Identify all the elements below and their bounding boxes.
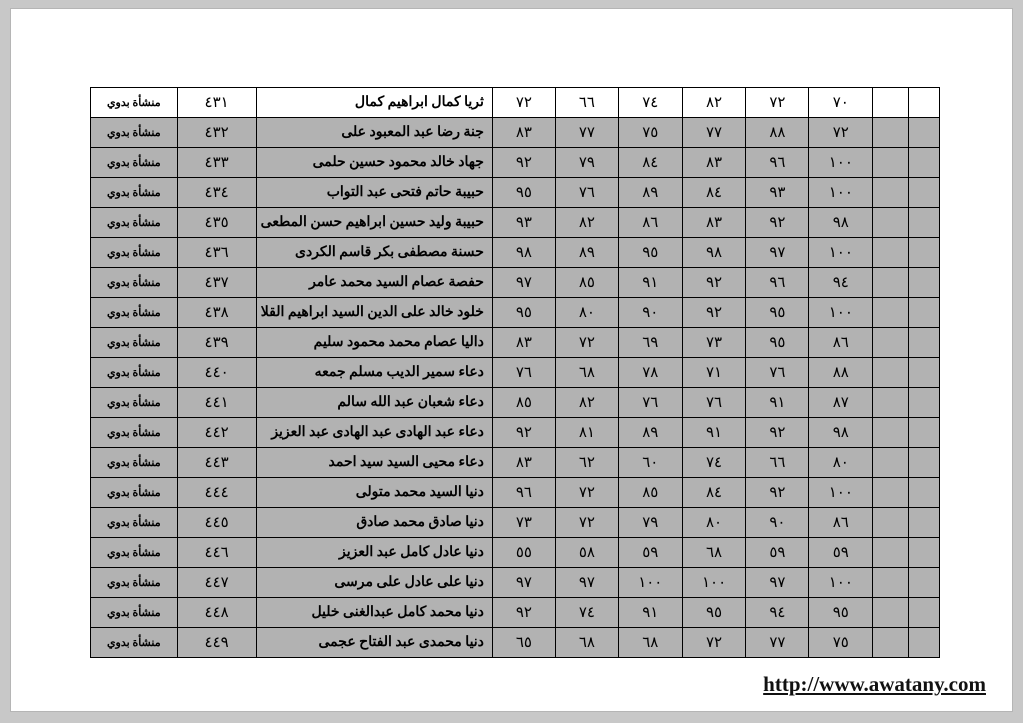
- cell-score: ٧٦: [618, 388, 682, 418]
- cell-score: ٩٦: [492, 478, 555, 508]
- cell-blank-1: [909, 298, 940, 328]
- cell-score: ٩٢: [492, 598, 555, 628]
- cell-school: منشأة بدوي: [91, 478, 178, 508]
- cell-blank-1: [909, 358, 940, 388]
- cell-score: ٨٢: [682, 88, 746, 118]
- cell-score: ٩١: [618, 598, 682, 628]
- cell-school: منشأة بدوي: [91, 418, 178, 448]
- table-row: [91, 568, 940, 598]
- cell-blank-2: [873, 208, 909, 238]
- cell-blank-2: [873, 118, 909, 148]
- cell-score: ٨٣: [682, 208, 746, 238]
- cell-score: ٨٠: [555, 298, 618, 328]
- cell-student-name: دنيا محمدى عبد الفتاح عجمى: [256, 628, 492, 658]
- cell-blank-2: [873, 238, 909, 268]
- cell-score: ٩٥: [746, 298, 809, 328]
- cell-seat-number: ٤٣٩: [177, 328, 256, 358]
- table-row: [91, 328, 940, 358]
- cell-blank-2: [873, 268, 909, 298]
- cell-student-name: حبيبة حاتم فتحى عبد التواب: [256, 178, 492, 208]
- cell-score: ٧٩: [618, 508, 682, 538]
- table-row: [91, 508, 940, 538]
- cell-school: منشأة بدوي: [91, 148, 178, 178]
- cell-student-name: دنيا السيد محمد متولى: [256, 478, 492, 508]
- cell-score: ١٠٠: [809, 148, 873, 178]
- cell-score: ١٠٠: [809, 298, 873, 328]
- cell-score: ٩٨: [809, 208, 873, 238]
- cell-blank-2: [873, 178, 909, 208]
- cell-score: ٨٣: [492, 118, 555, 148]
- cell-score: ٩١: [746, 388, 809, 418]
- table-row: [91, 298, 940, 328]
- cell-seat-number: ٤٤١: [177, 388, 256, 418]
- cell-score: ٨٠: [682, 508, 746, 538]
- cell-score: ٨٩: [618, 178, 682, 208]
- cell-blank-2: [873, 148, 909, 178]
- cell-score: ٩٣: [492, 208, 555, 238]
- cell-score: ٦٩: [618, 328, 682, 358]
- cell-score: ٨٣: [492, 328, 555, 358]
- cell-score: ١٠٠: [809, 478, 873, 508]
- cell-score: ٦٥: [492, 628, 555, 658]
- cell-score: ٦٦: [555, 88, 618, 118]
- cell-score: ٩٨: [809, 418, 873, 448]
- cell-blank-2: [873, 538, 909, 568]
- table-row: [91, 148, 940, 178]
- cell-score: ٨٥: [618, 478, 682, 508]
- cell-blank-1: [909, 628, 940, 658]
- document-page: [11, 9, 1012, 711]
- cell-school: منشأة بدوي: [91, 178, 178, 208]
- cell-school: منشأة بدوي: [91, 358, 178, 388]
- cell-blank-1: [909, 598, 940, 628]
- cell-blank-1: [909, 238, 940, 268]
- cell-score: ٦٦: [746, 448, 809, 478]
- cell-score: ٨٥: [492, 388, 555, 418]
- cell-score: ٧٧: [682, 118, 746, 148]
- cell-score: ١٠٠: [682, 568, 746, 598]
- cell-blank-1: [909, 178, 940, 208]
- cell-seat-number: ٤٤٤: [177, 478, 256, 508]
- cell-blank-2: [873, 448, 909, 478]
- cell-student-name: حسنة مصطفى بكر قاسم الكردى: [256, 238, 492, 268]
- cell-score: ٨٤: [618, 148, 682, 178]
- cell-seat-number: ٤٣٢: [177, 118, 256, 148]
- cell-score: ٧٥: [618, 118, 682, 148]
- cell-score: ٧١: [682, 358, 746, 388]
- cell-score: ٥٩: [618, 538, 682, 568]
- cell-score: ٧٦: [682, 388, 746, 418]
- cell-score: ٩٥: [809, 598, 873, 628]
- cell-score: ٨٢: [555, 208, 618, 238]
- cell-score: ٩٧: [555, 568, 618, 598]
- cell-blank-1: [909, 568, 940, 598]
- results-table-container: [90, 87, 940, 658]
- table-row: [91, 388, 940, 418]
- table-row: [91, 478, 940, 508]
- table-body: [91, 88, 940, 658]
- table-row: [91, 238, 940, 268]
- cell-score: ٥٥: [492, 538, 555, 568]
- cell-seat-number: ٤٣٧: [177, 268, 256, 298]
- cell-blank-2: [873, 628, 909, 658]
- cell-score: ٩٧: [492, 268, 555, 298]
- cell-score: ٧٢: [555, 328, 618, 358]
- cell-student-name: دنيا صادق محمد صادق: [256, 508, 492, 538]
- cell-seat-number: ٤٣٤: [177, 178, 256, 208]
- cell-school: منشأة بدوي: [91, 598, 178, 628]
- student-results-table: [90, 87, 940, 658]
- cell-blank-2: [873, 388, 909, 418]
- cell-blank-1: [909, 478, 940, 508]
- table-row: [91, 448, 940, 478]
- cell-score: ٦٨: [682, 538, 746, 568]
- cell-score: ٧٧: [746, 628, 809, 658]
- cell-seat-number: ٤٤٦: [177, 538, 256, 568]
- cell-score: ٨٧: [809, 388, 873, 418]
- site-watermark: http://www.awatany.com: [763, 672, 986, 696]
- cell-score: ٧٥: [809, 628, 873, 658]
- cell-student-name: دنيا عادل كامل عبد العزيز: [256, 538, 492, 568]
- cell-score: ٩٤: [746, 598, 809, 628]
- cell-seat-number: ٤٤٧: [177, 568, 256, 598]
- cell-school: منشأة بدوي: [91, 88, 178, 118]
- cell-seat-number: ٤٣٥: [177, 208, 256, 238]
- cell-school: منشأة بدوي: [91, 538, 178, 568]
- cell-seat-number: ٤٣٣: [177, 148, 256, 178]
- cell-seat-number: ٤٤٩: [177, 628, 256, 658]
- cell-score: ٩٧: [492, 568, 555, 598]
- cell-blank-1: [909, 208, 940, 238]
- cell-score: ٩١: [618, 268, 682, 298]
- cell-score: ١٠٠: [809, 238, 873, 268]
- cell-student-name: ثريا كمال ابراهيم كمال: [256, 88, 492, 118]
- cell-blank-2: [873, 418, 909, 448]
- cell-blank-2: [873, 478, 909, 508]
- cell-score: ٧٢: [555, 508, 618, 538]
- cell-score: ٨٦: [809, 508, 873, 538]
- cell-student-name: دنيا محمد كامل عبدالغنى خليل: [256, 598, 492, 628]
- cell-score: ٦٨: [555, 628, 618, 658]
- cell-blank-2: [873, 298, 909, 328]
- cell-score: ٩٨: [682, 238, 746, 268]
- cell-student-name: دعاء سمير الديب مسلم جمعه: [256, 358, 492, 388]
- cell-score: ٨٣: [492, 448, 555, 478]
- cell-school: منشأة بدوي: [91, 448, 178, 478]
- cell-score: ٩٥: [682, 598, 746, 628]
- cell-score: ٩٢: [746, 208, 809, 238]
- cell-blank-2: [873, 358, 909, 388]
- cell-school: منشأة بدوي: [91, 508, 178, 538]
- cell-score: ٨٤: [682, 178, 746, 208]
- cell-score: ٨٩: [618, 418, 682, 448]
- cell-student-name: دعاء عبد الهادى عبد الهادى عبد العزيز: [256, 418, 492, 448]
- cell-blank-2: [873, 508, 909, 538]
- cell-blank-2: [873, 328, 909, 358]
- cell-seat-number: ٤٤٣: [177, 448, 256, 478]
- cell-student-name: حفصة عصام السيد محمد عامر: [256, 268, 492, 298]
- cell-blank-1: [909, 148, 940, 178]
- cell-score: ٧٣: [492, 508, 555, 538]
- cell-blank-1: [909, 118, 940, 148]
- cell-score: ٧٢: [682, 628, 746, 658]
- cell-score: ٨٣: [682, 148, 746, 178]
- cell-score: ٦٢: [555, 448, 618, 478]
- cell-blank-2: [873, 88, 909, 118]
- cell-score: ٩٢: [492, 418, 555, 448]
- table-row: [91, 358, 940, 388]
- cell-score: ٧٦: [492, 358, 555, 388]
- cell-score: ٩٥: [618, 238, 682, 268]
- cell-score: ٧٢: [809, 118, 873, 148]
- cell-school: منشأة بدوي: [91, 238, 178, 268]
- table-row: [91, 598, 940, 628]
- cell-score: ٩٢: [682, 298, 746, 328]
- cell-score: ٧٠: [809, 88, 873, 118]
- cell-score: ٩٠: [746, 508, 809, 538]
- cell-seat-number: ٤٣١: [177, 88, 256, 118]
- cell-school: منشأة بدوي: [91, 298, 178, 328]
- table-row: [91, 268, 940, 298]
- cell-seat-number: ٤٤٠: [177, 358, 256, 388]
- cell-score: ٨٥: [555, 268, 618, 298]
- cell-student-name: حبيبة وليد حسين ابراهيم حسن المطعى: [256, 208, 492, 238]
- cell-score: ٧٣: [682, 328, 746, 358]
- cell-score: ٩٤: [809, 268, 873, 298]
- cell-score: ٨٢: [555, 388, 618, 418]
- cell-score: ٧٢: [555, 478, 618, 508]
- cell-seat-number: ٤٣٨: [177, 298, 256, 328]
- cell-score: ٩٧: [746, 238, 809, 268]
- cell-score: ٩٠: [618, 298, 682, 328]
- cell-student-name: جنة رضا عبد المعبود على: [256, 118, 492, 148]
- cell-score: ٩٣: [746, 178, 809, 208]
- cell-student-name: داليا عصام محمد محمود سليم: [256, 328, 492, 358]
- cell-school: منشأة بدوي: [91, 328, 178, 358]
- cell-score: ٩٢: [746, 478, 809, 508]
- cell-score: ٩٦: [746, 268, 809, 298]
- cell-seat-number: ٤٤٢: [177, 418, 256, 448]
- cell-blank-1: [909, 418, 940, 448]
- cell-score: ٧٤: [555, 598, 618, 628]
- cell-score: ٧٩: [555, 148, 618, 178]
- cell-score: ٥٩: [809, 538, 873, 568]
- cell-score: ١٠٠: [809, 178, 873, 208]
- cell-score: ٧٦: [555, 178, 618, 208]
- table-row: [91, 118, 940, 148]
- cell-blank-1: [909, 268, 940, 298]
- cell-score: ٩٨: [492, 238, 555, 268]
- table-row: [91, 628, 940, 658]
- cell-score: ٧٦: [746, 358, 809, 388]
- cell-score: ١٠٠: [809, 568, 873, 598]
- table-row: [91, 418, 940, 448]
- cell-blank-1: [909, 88, 940, 118]
- cell-student-name: خلود خالد على الدين السيد ابراهيم القلا: [256, 298, 492, 328]
- cell-school: منشأة بدوي: [91, 628, 178, 658]
- cell-score: ٨٤: [682, 478, 746, 508]
- cell-score: ٥٨: [555, 538, 618, 568]
- cell-score: ٥٩: [746, 538, 809, 568]
- cell-score: ٩٢: [492, 148, 555, 178]
- cell-score: ٧٧: [555, 118, 618, 148]
- cell-score: ٨١: [555, 418, 618, 448]
- cell-student-name: دعاء محيى السيد سيد احمد: [256, 448, 492, 478]
- cell-score: ٨٨: [809, 358, 873, 388]
- cell-score: ٧٢: [746, 88, 809, 118]
- cell-score: ١٠٠: [618, 568, 682, 598]
- cell-seat-number: ٤٤٥: [177, 508, 256, 538]
- cell-score: ٩٢: [746, 418, 809, 448]
- table-row: [91, 88, 940, 118]
- cell-score: ٩٥: [746, 328, 809, 358]
- cell-score: ٨٦: [809, 328, 873, 358]
- cell-score: ٨٦: [618, 208, 682, 238]
- cell-score: ٩٥: [492, 178, 555, 208]
- table-row: [91, 178, 940, 208]
- cell-blank-1: [909, 328, 940, 358]
- cell-score: ٦٨: [555, 358, 618, 388]
- cell-score: ٩١: [682, 418, 746, 448]
- cell-student-name: دعاء شعبان عبد الله سالم: [256, 388, 492, 418]
- cell-seat-number: ٤٣٦: [177, 238, 256, 268]
- cell-school: منشأة بدوي: [91, 388, 178, 418]
- cell-blank-1: [909, 538, 940, 568]
- cell-blank-1: [909, 508, 940, 538]
- cell-school: منشأة بدوي: [91, 268, 178, 298]
- cell-score: ٨٠: [809, 448, 873, 478]
- cell-blank-2: [873, 598, 909, 628]
- cell-score: ٧٢: [492, 88, 555, 118]
- cell-blank-1: [909, 388, 940, 418]
- cell-seat-number: ٤٤٨: [177, 598, 256, 628]
- cell-score: ٧٨: [618, 358, 682, 388]
- cell-score: ٩٦: [746, 148, 809, 178]
- cell-score: ٩٧: [746, 568, 809, 598]
- cell-school: منشأة بدوي: [91, 118, 178, 148]
- cell-score: ٦٨: [618, 628, 682, 658]
- cell-score: ٨٩: [555, 238, 618, 268]
- table-row: [91, 208, 940, 238]
- cell-student-name: دنيا على عادل على مرسى: [256, 568, 492, 598]
- cell-school: منشأة بدوي: [91, 568, 178, 598]
- cell-blank-1: [909, 448, 940, 478]
- table-row: [91, 538, 940, 568]
- cell-score: ٩٢: [682, 268, 746, 298]
- cell-score: ٩٥: [492, 298, 555, 328]
- cell-student-name: جهاد خالد محمود حسين حلمى: [256, 148, 492, 178]
- cell-score: ٦٠: [618, 448, 682, 478]
- cell-score: ٨٨: [746, 118, 809, 148]
- cell-school: منشأة بدوي: [91, 208, 178, 238]
- cell-blank-2: [873, 568, 909, 598]
- cell-score: ٧٤: [618, 88, 682, 118]
- cell-score: ٧٤: [682, 448, 746, 478]
